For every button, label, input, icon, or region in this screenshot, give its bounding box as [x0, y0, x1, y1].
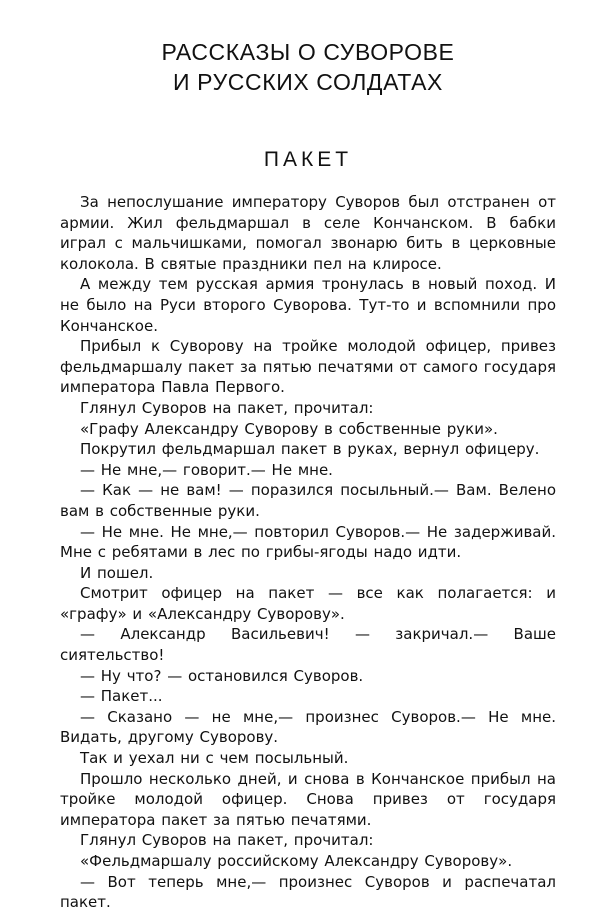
book-title: [60, 37, 556, 97]
paragraph: — Как — не вам! — поразился посыльный.— Вам. Велено вам в собственные руки.: [60, 481, 556, 520]
paragraph: — Вот теперь мне,— произнес Суворов и распечатал пакет.: [60, 872, 556, 912]
paragraph: А между тем русская армия тронулась в новый поход. И не было на Руси второго Суворова. Тут-то и вспомнили про Кончанское.: [60, 275, 556, 335]
paragraph: — Сказано — не мне,— произнес Суворов.— Не мне. Видать, другому Суворову.: [60, 707, 556, 747]
paragraph: И пошел.: [80, 563, 154, 582]
story-title: ПАКЕТ: [263, 148, 353, 171]
paragraph: Смотрит офицер на пакет — все как полагается: и «графу» и «Александру Суворову».: [60, 584, 556, 623]
paragraph: — Не мне,— говорит.— Не мне.: [80, 460, 333, 479]
paragraph: Глянул Суворов на пакет, прочитал:: [80, 398, 374, 417]
paragraph: Прошло несколько дней, и снова в Кончанское прибыл на тройке молодой офицер. Снова привез от государя императора пакет за пятью печатями.: [60, 769, 556, 829]
paragraph: Покрутил фельдмаршал пакет в руках, вернул офицеру.: [80, 440, 540, 459]
paragraph: — Пакет...: [80, 687, 163, 706]
paragraph: Прибыл к Суворову на тройке молодой офицер, привез фельдмаршалу пакет за пятью печатями от самого государя императора Павла Первого.: [60, 337, 556, 397]
paragraph: Глянул Суворов на пакет, прочитал:: [80, 831, 374, 850]
paragraph: За непослушание императору Суворов был отстранен от армии. Жил фельдмаршал в селе Кончанском. В бабки играл с мальчишками, помогал звонарю бить в церковные колокола. В святые праздники пел на клиросе.: [60, 193, 556, 273]
book-title-line-2: И РУССКИХ СОЛДАТАХ: [173, 69, 443, 95]
book-title-line-1: РАССКАЗЫ О СУВОРОВЕ: [161, 39, 455, 65]
paragraph: «Фельдмаршалу российскому Александру Суворову».: [80, 852, 513, 870]
paragraph: «Графу Александру Суворову в собственные руки».: [80, 419, 498, 438]
paragraph: — Не мне. Не мне,— повторил Суворов.— Не задерживай. Мне с ребятами в лес по грибы-ягоды надо идти.: [60, 522, 556, 562]
paragraph: — Ну что? — остановился Суворов.: [80, 666, 364, 685]
story-text: [60, 192, 556, 913]
paragraph: — Александр Васильевич! — закричал.— Ваше сиятельство!: [60, 625, 556, 665]
paragraph: Так и уехал ни с чем посыльный.: [80, 749, 349, 768]
